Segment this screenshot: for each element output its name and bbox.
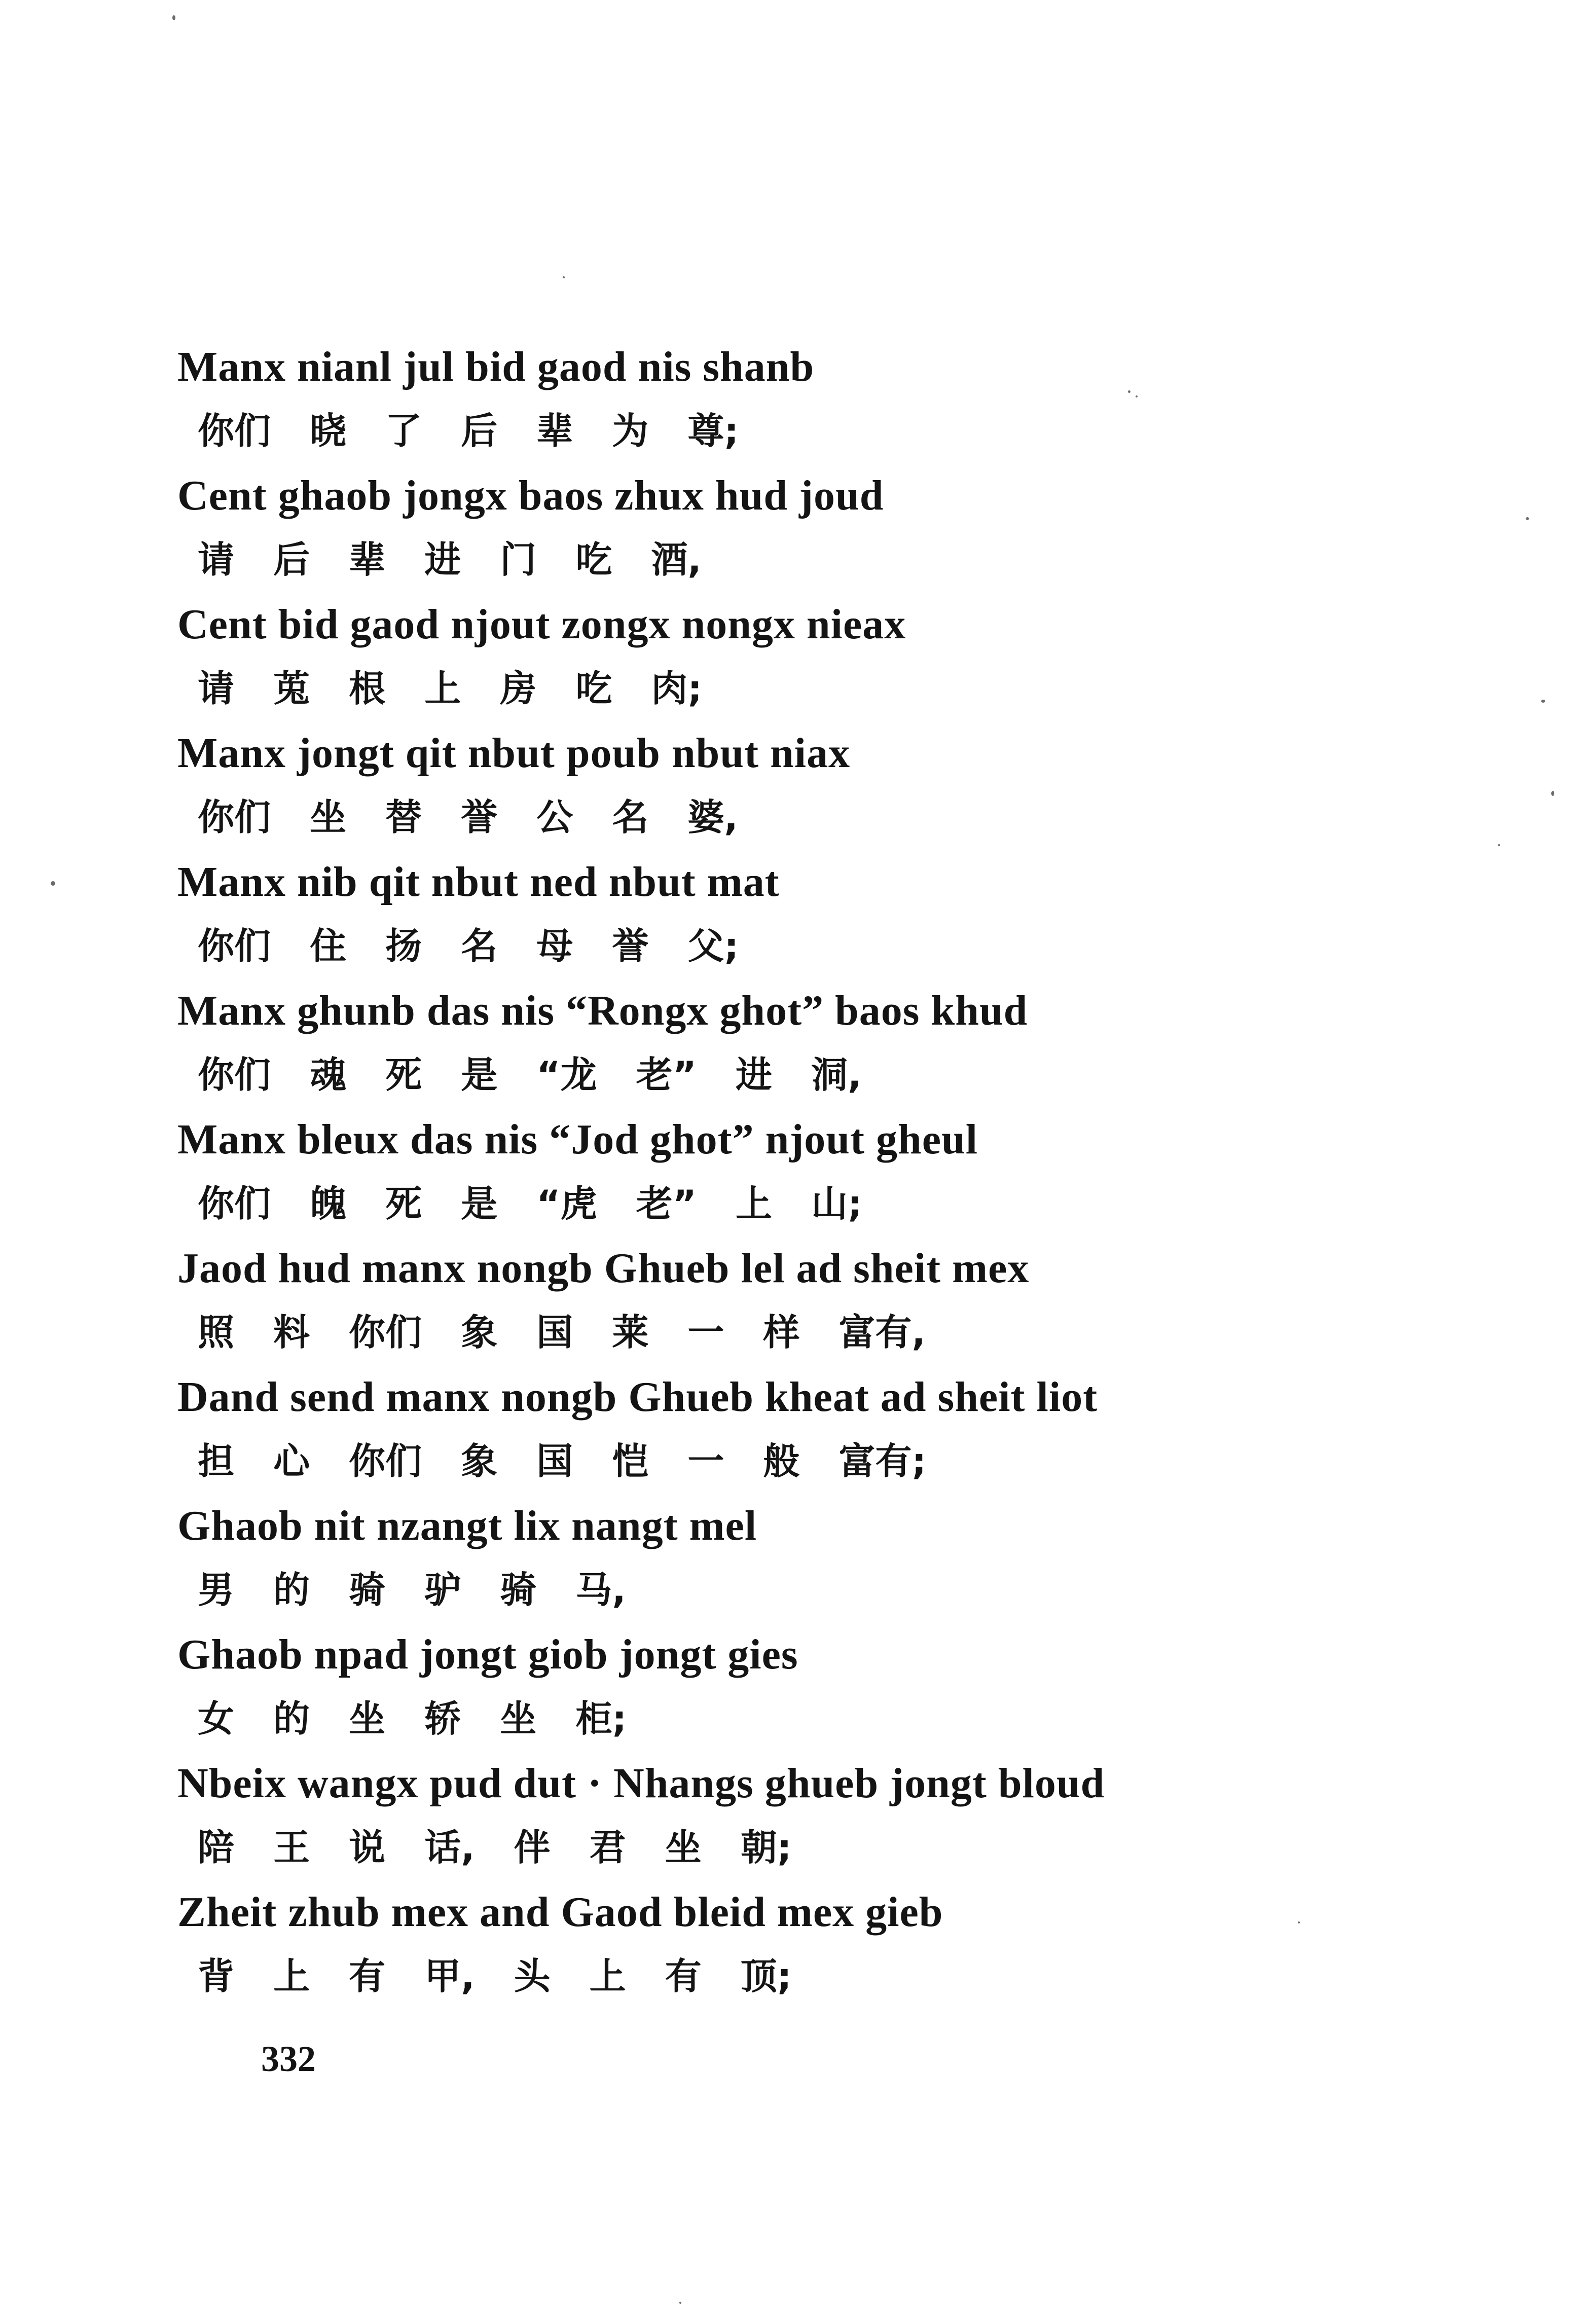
- verse-line-roman: Manx ghunb das nis “Rongx ghot” baos khud: [177, 987, 1028, 1034]
- verse-line-chinese: 男 的 骑 驴 骑 马,: [198, 1569, 626, 1611]
- scan-speck: [1136, 395, 1138, 397]
- verse-line-chinese: 你们 坐 替 誉 公 名 婆,: [198, 796, 738, 839]
- scan-speck: [1541, 700, 1545, 703]
- verse-line-roman: Manx jongt qit nbut poub nbut niax: [177, 730, 851, 777]
- scan-speck: [1128, 390, 1130, 393]
- verse-line-chinese: 你们 住 扬 名 母 誉 父;: [198, 925, 739, 967]
- verse-line-chinese: 你们 魄 死 是 “虎 老” 上 山;: [198, 1182, 862, 1225]
- verse-line-roman: Zheit zhub mex and Gaod bleid mex gieb: [177, 1889, 943, 1936]
- verse-line-chinese: 女 的 坐 轿 坐 柜;: [198, 1697, 627, 1740]
- scan-speck: [1526, 517, 1529, 520]
- verse-line-roman: Ghaob npad jongt giob jongt gies: [177, 1631, 798, 1678]
- verse-line-chinese: 你们 魂 死 是 “龙 老” 进 洞,: [198, 1054, 862, 1096]
- page-number: 332: [261, 2039, 316, 2079]
- verse-line-roman: Cent bid gaod njout zongx nongx nieax: [177, 601, 906, 648]
- verse-line-chinese: 请 莵 根 上 房 吃 肉;: [198, 667, 703, 710]
- verse-line-roman: Nbeix wangx pud dut · Nhangs ghueb jongt bloud: [177, 1760, 1105, 1807]
- scan-speck: [172, 15, 175, 20]
- bilingual-verse: [177, 335, 1323, 2009]
- verse-line-roman: Dand send manx nongb Ghueb kheat ad sheit liot: [177, 1373, 1098, 1421]
- verse-line-chinese: 担 心 你们 象 国 恺 一 般 富有;: [198, 1440, 927, 1482]
- scan-speck: [51, 881, 55, 886]
- verse-line-roman: Manx nianl jul bid gaod nis shanb: [177, 343, 815, 390]
- verse-line-chinese: 照 料 你们 象 国 莱 一 样 富有,: [198, 1311, 926, 1354]
- scan-speck: [1551, 791, 1554, 796]
- verse-line-chinese: 陪 王 说 话, 伴 君 坐 朝;: [198, 1826, 792, 1869]
- scan-speck: [679, 2302, 681, 2304]
- verse-line-roman: Ghaob nit nzangt lix nangt mel: [177, 1502, 757, 1549]
- verse-line-roman: Manx bleux das nis “Jod ghot” njout gheul: [177, 1116, 978, 1163]
- verse-line-chinese: 背 上 有 甲, 头 上 有 顶;: [198, 1955, 792, 1998]
- verse-line-roman: Jaod hud manx nongb Ghueb lel ad sheit mex: [177, 1245, 1030, 1292]
- verse-line-chinese: 请 后 辈 进 门 吃 酒,: [198, 538, 702, 581]
- scan-speck: [1298, 1921, 1300, 1923]
- verse-line-chinese: 你们 晓 了 后 辈 为 尊;: [198, 410, 739, 452]
- verse-line-roman: Manx nib qit nbut ned nbut mat: [177, 858, 780, 905]
- scan-speck: [563, 276, 565, 278]
- verse-line-roman: Cent ghaob jongx baos zhux hud joud: [177, 472, 884, 519]
- scan-speck: [1498, 844, 1500, 846]
